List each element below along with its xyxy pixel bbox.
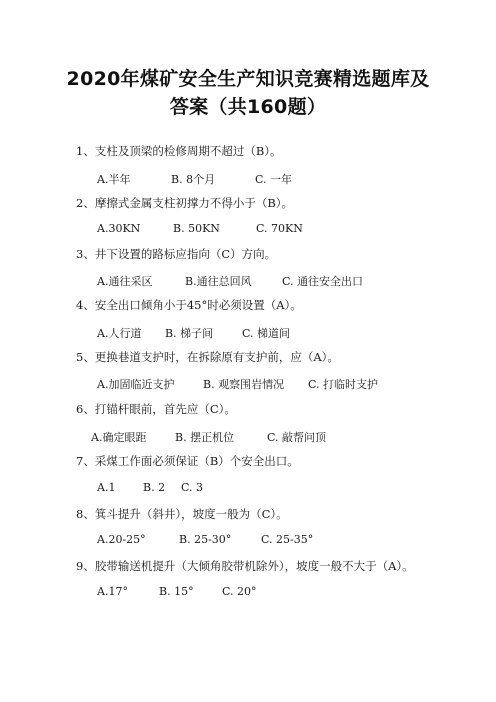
question-8-text: 8、箕斗提升（斜井），坡度一般为（C）。 [76,507,288,521]
question-8-option-b: B. 25-30° [179,533,232,546]
question-9-option-b: B. 15° [159,585,194,598]
question-7-options [97,481,203,494]
document-title-line1: 2020年煤矿安全生产知识竞赛精选题库及 [66,68,430,90]
question-1-options [97,171,292,187]
question-3-text: 3、井下设置的路标应指向（C）方向。 [76,247,277,261]
question-4-text: 4、安全出口倾角小于45°时必须设置（A）。 [76,298,302,312]
question-5-option-b: B. 观察围岩情况 [203,378,285,391]
question-9-text: 9、胶带输送机提升（大倾角胶带机除外），坡度一般不大于（A）。 [76,559,414,573]
question-9-option-c: C. 20° [222,585,257,598]
question-2-option-a: A.30KN [97,222,141,235]
question-7-option-b: B. 2 [143,481,166,494]
question-6-text: 6、打锚杆眼前，首先应（C）。 [76,402,236,416]
question-5-option-c: C. 打临时支护 [308,378,379,391]
question-9-options [97,585,257,598]
question-3-option-a: A.通往采区 [97,275,153,288]
question-8-options [97,533,313,546]
question-8-option-a: A.20-25° [97,533,146,546]
question-7-option-a: A.1 [97,481,116,494]
question-4-options [97,325,290,341]
question-2-options [97,222,303,235]
question-7-option-c: C. 3 [181,481,204,494]
question-4-option-c: C. 梯道间 [242,327,291,340]
question-6-option-a: A.确定眼距 [91,431,147,444]
question-1-option-c: C. 一年 [255,173,293,186]
question-5-options [97,376,378,392]
question-3-option-c: C. 通往安全出口 [282,275,364,288]
question-1-option-a: A.半年 [97,173,131,186]
question-5-text: 5、更换巷道支护时，在拆除原有支护前，应（A）。 [76,350,339,364]
question-7-text: 7、采煤工作面必须保证（B）个安全出口。 [76,454,299,468]
question-8-option-c: C. 25-35° [261,533,314,546]
question-6-options [91,429,326,445]
document-title-line2: 答案（共160题） [169,96,327,118]
question-3-option-b: B.通往总回风 [185,275,252,288]
question-4-option-a: A.人行道 [97,327,142,340]
question-2-option-c: C. 70KN [256,222,303,235]
question-6-option-b: B. 摆正机位 [175,431,235,444]
question-1-text: 1、支柱及顶梁的检修周期不超过（B）。 [76,144,282,158]
question-2-option-b: B. 50KN [173,222,220,235]
question-3-options [97,273,363,289]
question-4-option-b: B. 梯子间 [165,327,214,340]
question-6-option-c: C. 敲帮问顶 [267,431,327,444]
question-1-option-b: B. 8个月 [171,173,216,186]
question-9-option-a: A.17° [97,585,128,598]
question-5-option-a: A.加固临近支护 [97,378,175,391]
question-2-text: 2、摩擦式金属支柱初撑力不得小于（B）。 [76,196,294,210]
